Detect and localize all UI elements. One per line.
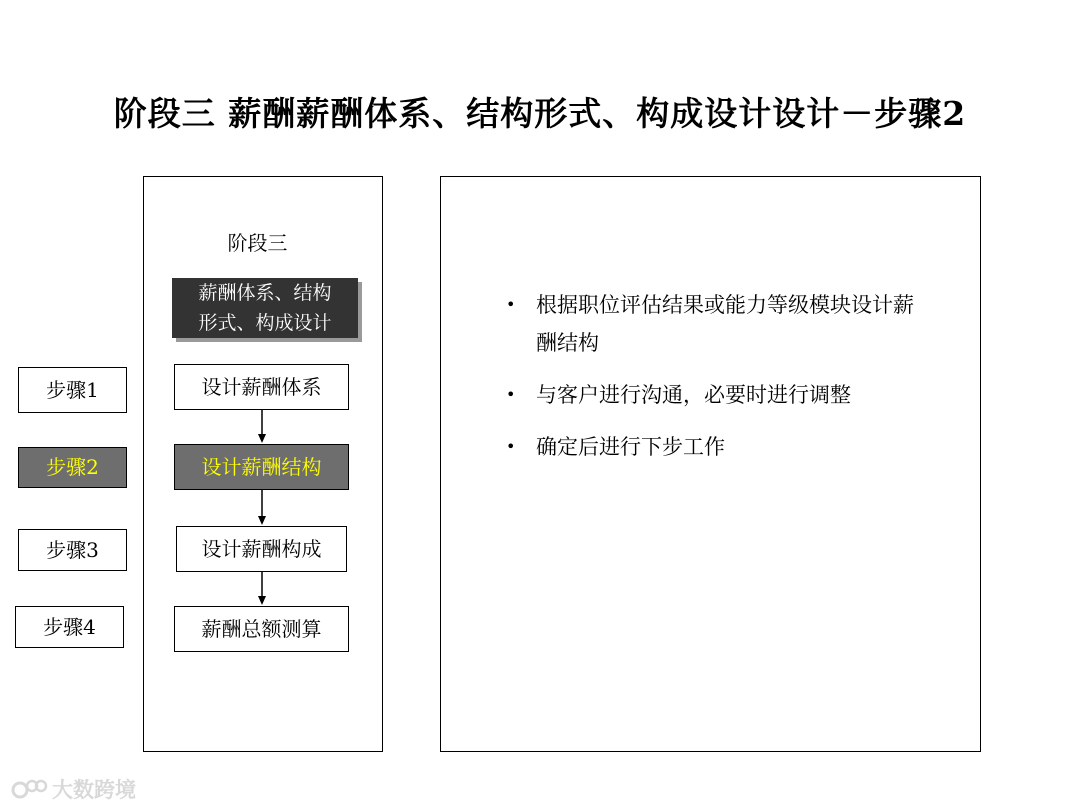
bullet-item [502, 376, 972, 414]
phase-box [172, 278, 358, 338]
watermark [10, 774, 136, 804]
arrow-down-icon [256, 490, 268, 526]
flow-total-estimation: 薪酬总额测算 [174, 606, 349, 652]
bullet-icon: • [506, 295, 516, 314]
bullet-list [502, 286, 972, 480]
bullet-text-line: 与客户进行沟通，必要时进行调整 [536, 383, 851, 407]
watermark-text: 大数跨境 [52, 778, 136, 802]
arrow-down-icon [256, 410, 268, 444]
flow-design-system: 设计薪酬体系 [174, 364, 349, 410]
watermark-logo-icon [10, 777, 48, 801]
bullet-icon: • [506, 437, 516, 456]
flow-design-structure: 设计薪酬结构 [174, 444, 349, 490]
bullet-item [502, 286, 972, 362]
bullet-item [502, 428, 972, 466]
bullet-text-line: 确定后进行下步工作 [536, 435, 725, 459]
bullet-icon: • [506, 385, 516, 404]
flow-design-composition: 设计薪酬构成 [176, 526, 347, 572]
phase-box-line-2: 形式、构成设计 [198, 312, 332, 334]
step-2-label: 步骤2 [18, 447, 127, 488]
bullet-text-line: 酬结构 [536, 331, 599, 355]
step-4-label: 步骤4 [15, 606, 124, 648]
stage-label: 阶段三 [227, 231, 288, 255]
arrow-down-icon [256, 572, 268, 606]
phase-box-line-1: 薪酬体系、结构 [198, 282, 332, 304]
step-3-label: 步骤3 [18, 529, 127, 571]
page-title: 阶段三 薪酬薪酬体系、结构形式、构成设计设计－步骤2 [113, 94, 967, 133]
step-1-label: 步骤1 [18, 367, 127, 413]
bullet-text-line: 根据职位评估结果或能力等级模块设计薪 [536, 293, 914, 317]
